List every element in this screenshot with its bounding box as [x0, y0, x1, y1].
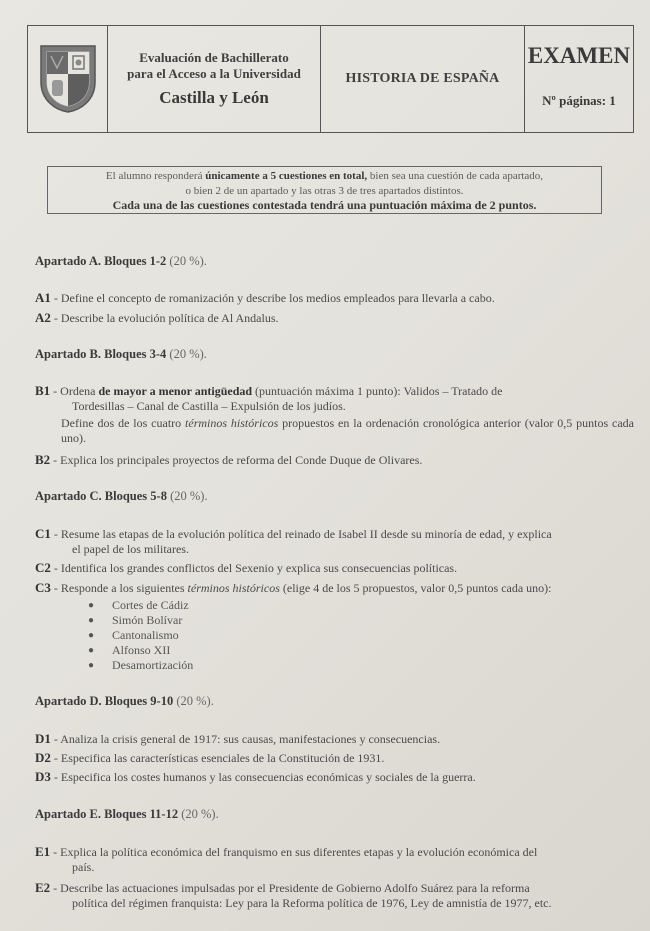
bullet-icon: ● [88, 630, 95, 641]
question-text: - Resume las etapas de la evolución política del reinado de Isabel II desde su minoría de edad, y explica [50, 527, 552, 541]
question-d1 [35, 731, 635, 747]
region-name: Castilla y León [159, 88, 269, 107]
question-c1 [35, 526, 635, 557]
term-text: Cortes de Cádiz [112, 598, 189, 612]
question-d2 [35, 750, 635, 766]
section-a-heading: Apartado A. Bloques 1-2 [35, 254, 167, 268]
term-item [88, 598, 193, 613]
section-c-title [35, 489, 208, 504]
question-text: - Especifica los costes humanos y las consecuencias económicas y sociales de la guerra. [50, 770, 476, 784]
instructions-line-2: o bien 2 de un apartado y las otras 3 de tres apartados distintos. [185, 184, 464, 197]
instructions-line-3: Cada una de las cuestiones contestada tendrá una puntuación máxima de 2 puntos. [112, 198, 537, 212]
instructions-line-1 [48, 169, 601, 184]
question-continuation: país. [72, 860, 95, 874]
historical-terms-list [88, 598, 193, 673]
question-continuation: Tordesillas – Canal de Castilla – Expulsión de los judíos. [72, 399, 346, 413]
question-code: A1 [35, 290, 51, 305]
term-item [88, 613, 193, 628]
exam-label: EXAMEN [527, 43, 631, 68]
question-text: Define dos de los cuatro [61, 416, 186, 430]
question-code: E1 [35, 844, 51, 859]
question-italic: términos históricos [185, 416, 279, 430]
term-text: Desamortización [112, 658, 194, 672]
subject-title: HISTORIA DE ESPAÑA [345, 71, 500, 86]
question-d3 [35, 769, 635, 785]
question-e1 [35, 844, 635, 875]
institution-line-1: Evaluación de Bachillerato [139, 50, 289, 65]
question-text: - Ordena [50, 384, 99, 398]
question-text: (puntuación máxima 1 punto): Validos – Tratado de [252, 384, 503, 398]
section-d-heading: Apartado D. Bloques 9-10 [35, 694, 174, 708]
question-text: - Responde a los siguientes [50, 581, 188, 595]
question-text: - Explica los principales proyectos de reforma del Conde Duque de Olivares. [50, 453, 423, 467]
term-item [88, 628, 193, 643]
question-b1-definition [61, 416, 634, 446]
page-count: Nº páginas: 1 [542, 93, 616, 108]
term-item [88, 643, 193, 658]
question-code: D2 [35, 750, 51, 765]
question-b2 [35, 452, 635, 468]
question-code: D1 [35, 731, 51, 746]
question-text: (elige 4 de los 5 propuestos, valor 0,5 puntos cada uno): [279, 581, 552, 595]
instr-suffix: bien sea una cuestión de cada apartado, [367, 170, 544, 182]
question-emphasis: de mayor a menor antigüedad [98, 384, 253, 398]
question-text: - Especifica las características esenciales de la Constitución de 1931. [50, 751, 385, 765]
section-c-weight: (20 %). [170, 489, 208, 503]
instr-bold: únicamente a 5 cuestiones en total, [205, 170, 368, 182]
instructions-box [47, 166, 602, 214]
section-e-weight: (20 %). [181, 807, 219, 821]
question-code: A2 [35, 310, 51, 325]
term-text: Alfonso XII [112, 643, 171, 657]
question-code: B2 [35, 452, 51, 467]
question-italic: términos históricos [187, 581, 280, 595]
question-c2 [35, 560, 635, 576]
question-a2 [35, 310, 635, 326]
term-item [88, 658, 193, 673]
question-code: E2 [35, 880, 51, 895]
subject-cell [321, 26, 525, 132]
bullet-icon: ● [88, 600, 95, 611]
question-code: C3 [35, 580, 51, 595]
section-a-title [35, 254, 207, 269]
section-e-heading: Apartado E. Bloques 11-12 [35, 807, 179, 821]
section-b-heading: Apartado B. Bloques 3-4 [35, 347, 167, 361]
section-d-weight: (20 %). [176, 694, 214, 708]
question-text: - Describe las actuaciones impulsadas por el Presidente de Gobierno Adolfo Suárez para la reforma [50, 881, 530, 895]
question-c3 [35, 580, 635, 596]
instr-prefix: El alumno responderá [105, 170, 206, 182]
term-text: Cantonalismo [112, 628, 179, 642]
logo-cell [28, 26, 108, 132]
question-text: - Describe la evolución política de Al Andalus. [50, 311, 279, 325]
section-c-heading: Apartado C. Bloques 5-8 [35, 489, 167, 503]
section-b-title [35, 347, 207, 362]
institution-cell [108, 26, 321, 132]
section-b-weight: (20 %). [169, 347, 207, 361]
term-text: Simón Bolívar [112, 613, 183, 627]
section-d-title [35, 694, 214, 709]
bullet-icon: ● [88, 660, 95, 671]
question-continuation: política del régimen franquista: Ley para la Reforma política de 1976, Ley de amnistía de 1977, etc. [72, 896, 552, 910]
section-a-weight: (20 %). [169, 254, 207, 268]
section-e-title [35, 807, 219, 822]
question-b1 [35, 383, 635, 414]
bullet-icon: ● [88, 615, 95, 626]
question-text: - Analiza la crisis general de 1917: sus causas, manifestaciones y consecuencias. [50, 732, 441, 746]
question-a1 [35, 290, 635, 306]
question-continuation: el papel de los militares. [72, 542, 189, 556]
question-text: - Identifica los grandes conflictos del Sexenio y explica sus consecuencias políticas. [50, 561, 458, 575]
question-text: - Define el concepto de romanización y describe los medios empleados para llevarla a cabo. [50, 291, 495, 305]
castilla-y-leon-shield-icon [39, 44, 97, 114]
question-e2 [35, 880, 635, 911]
exam-header [27, 25, 634, 133]
question-text: - Explica la política económica del franquismo en sus diferentes etapas y la evolución económica del [50, 845, 538, 859]
question-code: C1 [35, 526, 51, 541]
exam-cell [525, 26, 633, 132]
bullet-icon: ● [88, 645, 95, 656]
question-code: D3 [35, 769, 51, 784]
institution-line-2: para el Acceso a la Universidad [127, 66, 301, 81]
question-code: C2 [35, 560, 51, 575]
question-code: B1 [35, 383, 51, 398]
question-text: propuestos en la ordenación cronológica anterior (valor 0,5 puntos cada uno). [61, 416, 634, 445]
